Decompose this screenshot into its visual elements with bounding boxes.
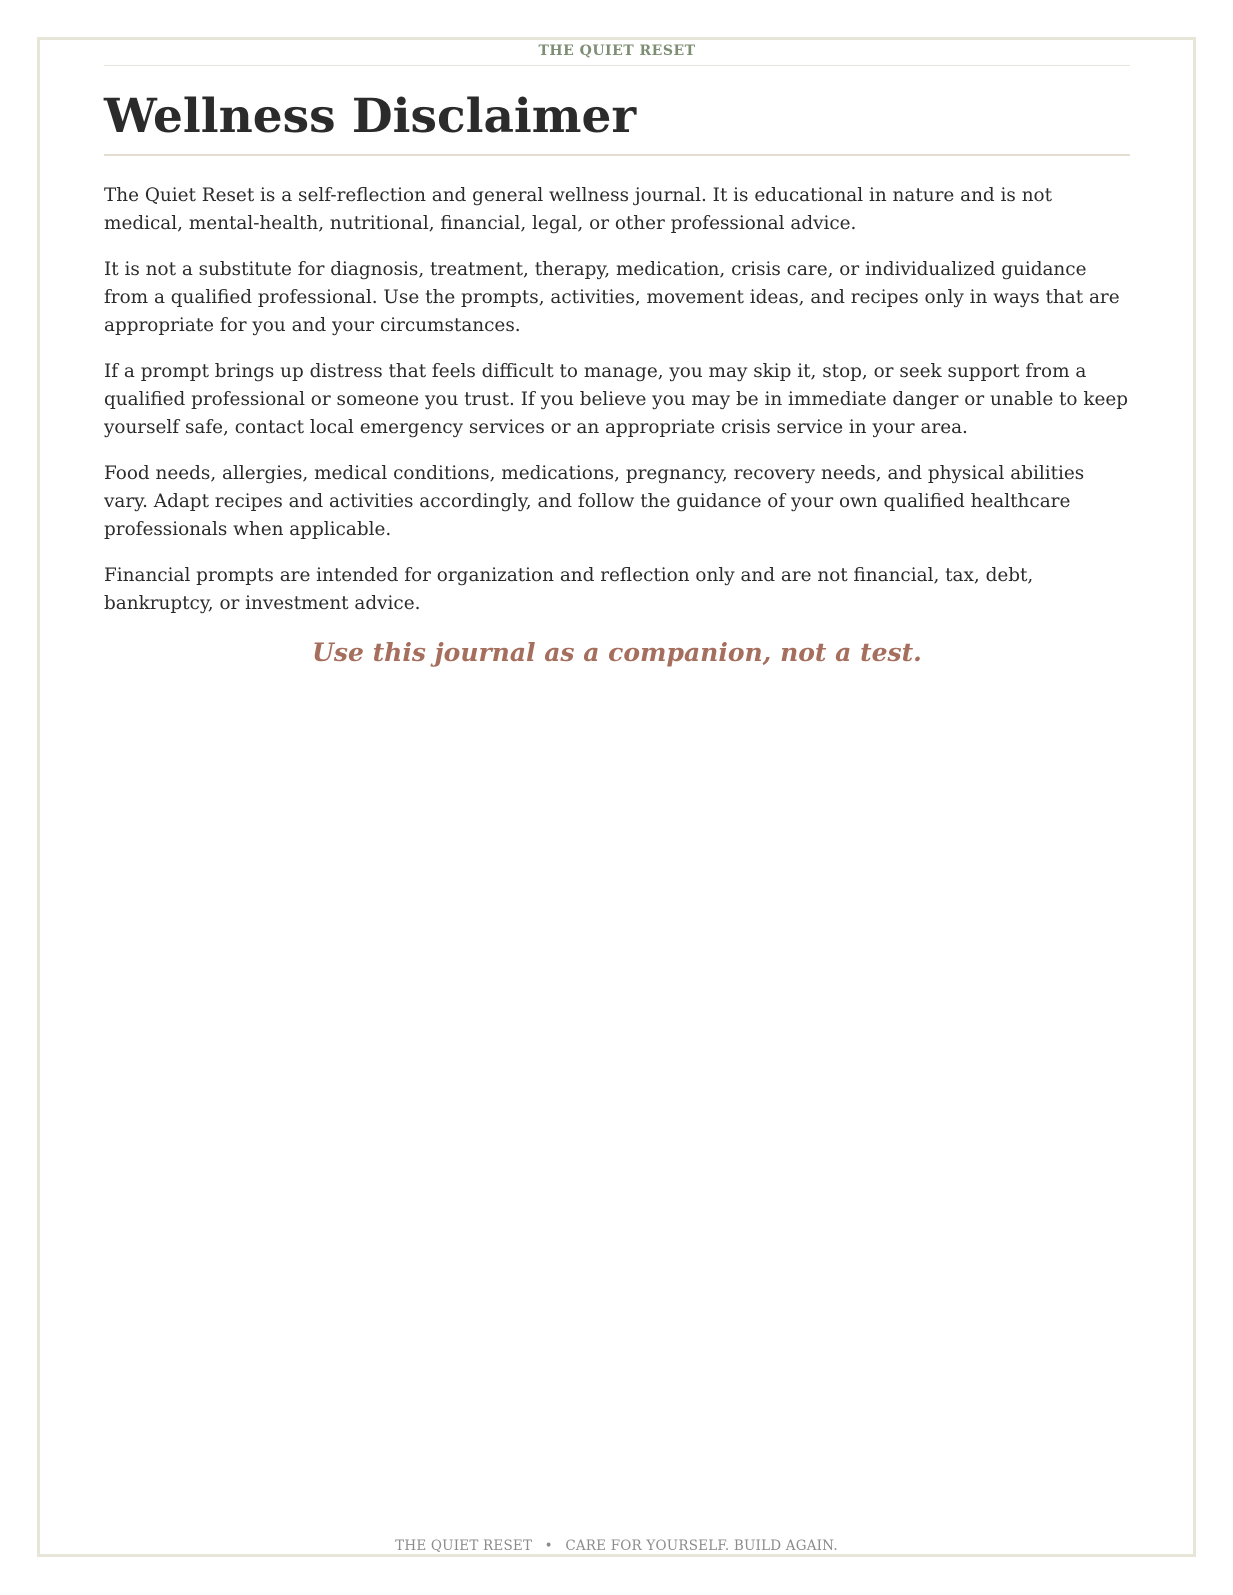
footer-separator: • [544,1538,553,1554]
paragraph-distress: If a prompt brings up distress that feels difficult to manage, you may skip it, stop, or seek support from a qualified professional or someone you trust. If you believe you may be in immediate danger or unable to keep yourself safe, contact local emergency services or an appropriate crisis service in your area. [104,361,1129,439]
page-content [104,37,1130,667]
footer-tagline: CARE FOR YOURSELF. BUILD AGAIN. [565,1538,838,1554]
paragraph-intro: The Quiet Reset is a self-reflection and general wellness journal. It is educational in nature and is not medical, mental-health, nutritional, financial, legal, or other professional advice. [104,185,1053,235]
closing-line: Use this journal as a companion, not a test. [312,638,922,668]
disclaimer-body [104,182,1130,618]
paragraph-financial: Financial prompts are intended for organization and reflection only and are not financial, tax, debt, bankruptcy, or investment advice. [104,565,1034,615]
paragraph-not-substitute: It is not a substitute for diagnosis, treatment, therapy, medication, crisis care, or individualized guidance from a qualified professional. Use the prompts, activities, movement ideas, and recipes only in ways that are appropriate for you and your circumstances. [104,259,1120,337]
page-footer [37,1538,1196,1554]
running-header: THE QUIET RESET [104,37,1130,66]
page-title: Wellness Disclaimer [104,90,1130,156]
paragraph-food-needs: Food needs, allergies, medical conditions, medications, pregnancy, recovery needs, and physical abilities vary. Adapt recipes and activities accordingly, and follow the guidance of your own qualified healthcare professionals when applicable. [104,463,1085,541]
footer-brand: THE QUIET RESET [395,1538,533,1554]
